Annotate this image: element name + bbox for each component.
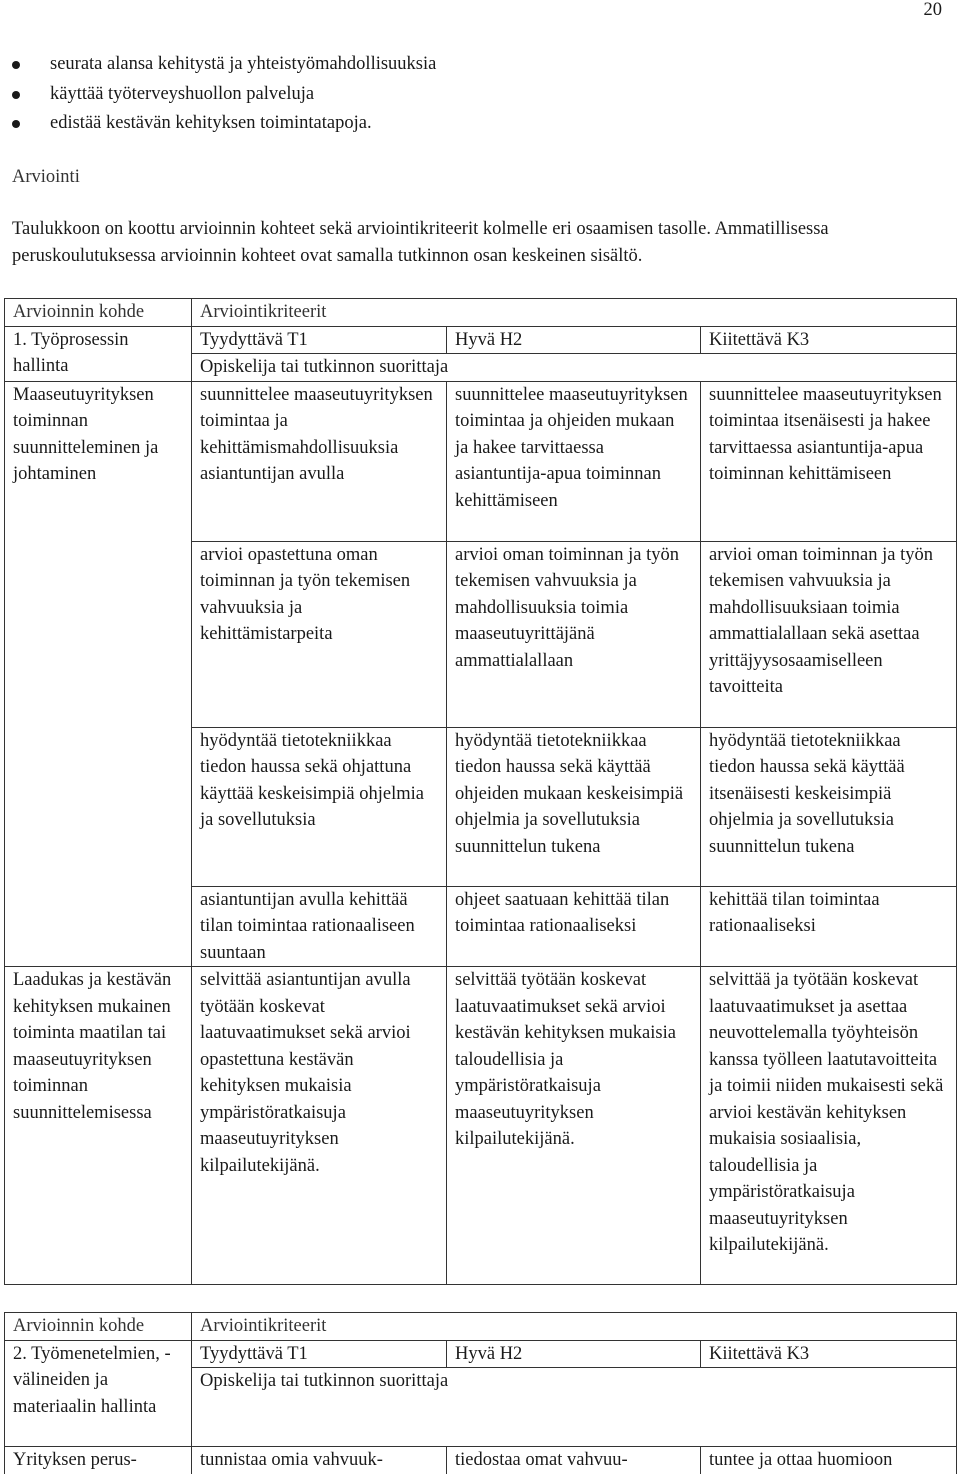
list-item (12, 50, 436, 80)
header-target: Arvioinnin kohde (5, 299, 192, 327)
level-h2: Hyvä H2 (447, 1340, 701, 1368)
table-row (5, 727, 957, 886)
row-t1: selvittää asiantuntijan avulla työtään koskevat laatuvaatimukset sekä arvioi opastettuna kestävän kehityksen mukaisia ympäristöratkaisuja maaseutuyrityksen kilpailutekijänä. (192, 967, 447, 1285)
performer-label: Opiskelija tai tutkinnon suorittaja (192, 1368, 957, 1447)
row-t1: arvioi opastettuna oman toiminnan ja työn tekemisen vahvuuksia ja kehittämistarpeita (192, 541, 447, 727)
table-row (5, 381, 957, 541)
header-criteria: Arviointikriteerit (192, 299, 957, 327)
section-title: Arviointi (12, 167, 80, 187)
target-title: 2. Työmenetelmien, -välineiden ja materiaalin hallinta (5, 1340, 192, 1447)
row-k3: suunnittelee maaseutuyrityksen toimintaa itsenäisesti ja hakee tarvittaessa asiantuntija-apua toiminnan kehittämiseen (701, 381, 957, 541)
row-target: Yrityksen perus- (5, 1447, 192, 1474)
page-number: 20 (923, 0, 942, 20)
bullet-text: seurata alansa kehitystä ja yhteistyömahdollisuuksia (50, 54, 437, 74)
assessment-table-1 (4, 298, 957, 1285)
row-k3: selvittää ja työtään koskevat laatuvaatimukset ja asettaa neuvottelemalla työyhteisön kanssa työlleen laatutavoitteita ja toimii niiden mukaisesti sekä arvioi kestävän kehityksen mukaisia sosiaalisia, taloudellisia ja ympäristöratkaisuja maaseutuyrityksen kilpailutekijänä. (701, 967, 957, 1285)
row-target (5, 886, 192, 967)
row-h2: hyödyntää tietotekniikkaa tiedon haussa sekä käyttää ohjeiden mukaan keskeisimpiä ohjelmia ja sovellutuksia suunnittelun tukena (447, 727, 701, 886)
row-t1: asiantuntijan avulla kehittää tilan toimintaa rationaaliseen suuntaan (192, 886, 447, 967)
bullet-icon (12, 120, 20, 128)
bullet-list (12, 50, 436, 139)
row-h2: arvioi oman toiminnan ja työn tekemisen vahvuuksia ja mahdollisuuksia toimia maaseutuyrittäjänä ammattialallaan (447, 541, 701, 727)
list-item (12, 80, 436, 110)
row-target (5, 541, 192, 727)
row-target: Maaseutuyrityksen toiminnan suunnitteleminen ja johtaminen (5, 381, 192, 541)
row-target: Laadukas ja kestävän kehityksen mukainen toiminta maatilan tai maaseutuyrityksen toiminnan suunnittelemisessa (5, 967, 192, 1285)
table-row (5, 1447, 957, 1474)
row-k3: kehittää tilan toimintaa rationaaliseksi (701, 886, 957, 967)
intro-paragraph: Taulukkoon on koottu arvioinnin kohteet sekä arviointikriteerit kolmelle eri osaamisen tasolle. Ammatillisessa peruskoulutuksessa arvioinnin kohteet ovat samalla tutkinnon osan keskeinen sisältö. (12, 219, 829, 266)
bullet-icon (12, 61, 20, 69)
row-target (5, 727, 192, 886)
performer-label: Opiskelija tai tutkinnon suorittaja (192, 354, 957, 382)
row-t1: suunnittelee maaseutuyrityksen toimintaa ja kehittämismahdollisuuksia asiantuntijan avulla (192, 381, 447, 541)
row-t1: tunnistaa omia vahvuuk- (192, 1447, 447, 1474)
header-target: Arvioinnin kohde (5, 1313, 192, 1341)
level-k3: Kiitettävä K3 (701, 326, 957, 354)
row-t1: hyödyntää tietotekniikkaa tiedon haussa sekä ohjattuna käyttää keskeisimpiä ohjelmia ja sovellutuksia (192, 727, 447, 886)
table-header-row (5, 1313, 957, 1341)
row-k3: hyödyntää tietotekniikkaa tiedon haussa sekä käyttää itsenäisesti keskeisimpiä ohjelmia ja sovellutuksia suunnittelun tukena (701, 727, 957, 886)
table-row (5, 541, 957, 727)
row-h2: ohjeet saatuaan kehittää tilan toimintaa rationaaliseksi (447, 886, 701, 967)
level-h2: Hyvä H2 (447, 326, 701, 354)
table-row (5, 967, 957, 1285)
list-item (12, 109, 436, 139)
table-level-row (5, 1340, 957, 1368)
assessment-table-2 (4, 1312, 957, 1474)
row-h2: selvittää työtään koskevat laatuvaatimukset sekä arvioi kestävän kehityksen mukaisia taloudellisia ja ympäristöratkaisuja maaseutuyrityksen kilpailutekijänä. (447, 967, 701, 1285)
level-t1: Tyydyttävä T1 (192, 1340, 447, 1368)
level-k3: Kiitettävä K3 (701, 1340, 957, 1368)
row-k3: tuntee ja ottaa huomioon (701, 1447, 957, 1474)
table-row (5, 886, 957, 967)
level-t1: Tyydyttävä T1 (192, 326, 447, 354)
row-h2: tiedostaa omat vahvuu- (447, 1447, 701, 1474)
table-level-row (5, 326, 957, 354)
table-header-row (5, 299, 957, 327)
bullet-icon (12, 91, 20, 99)
target-title: 1. Työprosessin hallinta (5, 326, 192, 381)
bullet-text: käyttää työterveyshuollon palveluja (50, 83, 315, 104)
row-k3: arvioi oman toiminnan ja työn tekemisen vahvuuksia ja mahdollisuuksiaan toimia ammattialallaan sekä asettaa yrittäjyysosaamiselleen tavoitteita (701, 541, 957, 727)
row-h2: suunnittelee maaseutuyrityksen toimintaa ja ohjeiden mukaan ja hakee tarvittaessa asiantuntija-apua toiminnan kehittämiseen (447, 381, 701, 541)
header-criteria: Arviointikriteerit (192, 1313, 957, 1341)
bullet-text: edistää kestävän kehityksen toimintatapoja. (50, 113, 372, 133)
